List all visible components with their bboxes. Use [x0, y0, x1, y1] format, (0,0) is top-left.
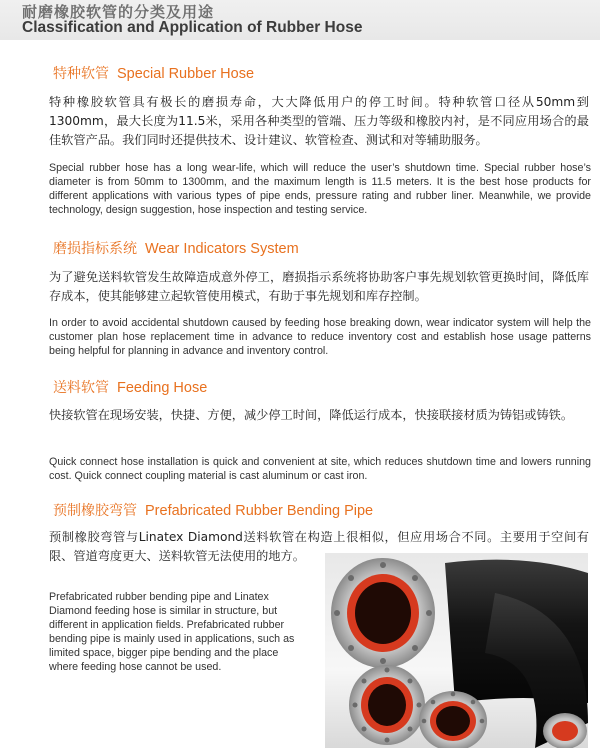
section-title-zh: 送料软管 — [53, 380, 109, 396]
section-title-special-hose — [53, 63, 254, 83]
bending-pipe-body-en: Prefabricated rubber bending pipe and Linatex Diamond feeding hose is similar in structure, but different in application fields. Prefabricated rubber bending pipe is mainly used in applications, such as limited space, bigger pipe bending and the place where feeding hose cannot be used. — [49, 591, 295, 673]
bending-pipe-body-zh: 预制橡胶弯管与Linatex Diamond送料软管在构造上很相似，但应用场合不同。主要用于空间有限、管道弯度更大、送料软管无法使用的地方。 — [49, 530, 589, 563]
page-title-zh: 耐磨橡胶软管的分类及用途 — [22, 3, 215, 21]
section-title-bending-pipe — [53, 500, 373, 520]
flange-medium — [349, 665, 425, 745]
special-hose-body-en: Special rubber hose has a long wear-life, which will reduce the user’s shutdown time. Special rubber hose’s diameter is from 50mm to 1300mm, and the maximum length is 11.5 meters. It is the best hose products for different applications with various types of pipe ends, pressure rating and rubber liner. Meanwhile, we provide technology, design suggestion, hose inspection and testing service. — [49, 162, 591, 216]
special-hose-body-zh: 特种橡胶软管具有极长的磨损寿命，大大降低用户的停工时间。特种软管口径从50mm到1300mm，最大长度为11.5米，采用各种类型的管端、压力等级和橡胶内衬，是不同应用场合的最佳软管产品。我们同时还提供技术、设计建议、软管检查、测试和对等辅助服务。 — [49, 95, 589, 147]
section-title-feeding-hose — [53, 377, 207, 397]
wear-indicators-body-zh: 为了避免送料软管发生故障造成意外停工，磨损指示系统将协助客户事先规划软管更换时间，降低库存成本，使其能够建立起软管使用模式，有助于事先规划和库存控制。 — [49, 270, 589, 303]
page-title-en: Classification and Application of Rubber Hose — [22, 19, 363, 36]
feeding-hose-body-zh: 快接软管在现场安装，快捷、方便，减少停工时间，降低运行成本，快接联接材质为铸铝或铸铁。 — [49, 408, 574, 422]
section-title-zh: 磨损指标系统 — [53, 241, 137, 257]
rubber-hose-photo — [325, 553, 588, 748]
section-title-en: Feeding Hose — [117, 380, 208, 396]
section-title-zh: 预制橡胶弯管 — [53, 503, 137, 519]
wear-indicators-body-en: In order to avoid accidental shutdown caused by feeding hose breaking down, wear indicator system will help the customer plan hose replacement time in advance to reduce inventory cost and establish hose usage patterns being helpful for planning in advance and inventory control. — [49, 317, 591, 357]
flange-right — [543, 713, 587, 748]
section-title-en: Prefabricated Rubber Bending Pipe — [145, 503, 374, 519]
flange-large — [331, 558, 435, 668]
section-title-en: Special Rubber Hose — [117, 66, 255, 82]
rubber-hose-illustration — [325, 553, 588, 748]
section-title-wear-indicators — [53, 238, 299, 258]
feeding-hose-body-en: Quick connect hose installation is quick and convenient at site, which reduces shutdown time and lowers running cost. Quick connect coupling material is cast aluminum or cast iron. — [49, 456, 591, 482]
section-title-en: Wear Indicators System — [145, 241, 299, 257]
section-title-zh: 特种软管 — [53, 66, 109, 82]
